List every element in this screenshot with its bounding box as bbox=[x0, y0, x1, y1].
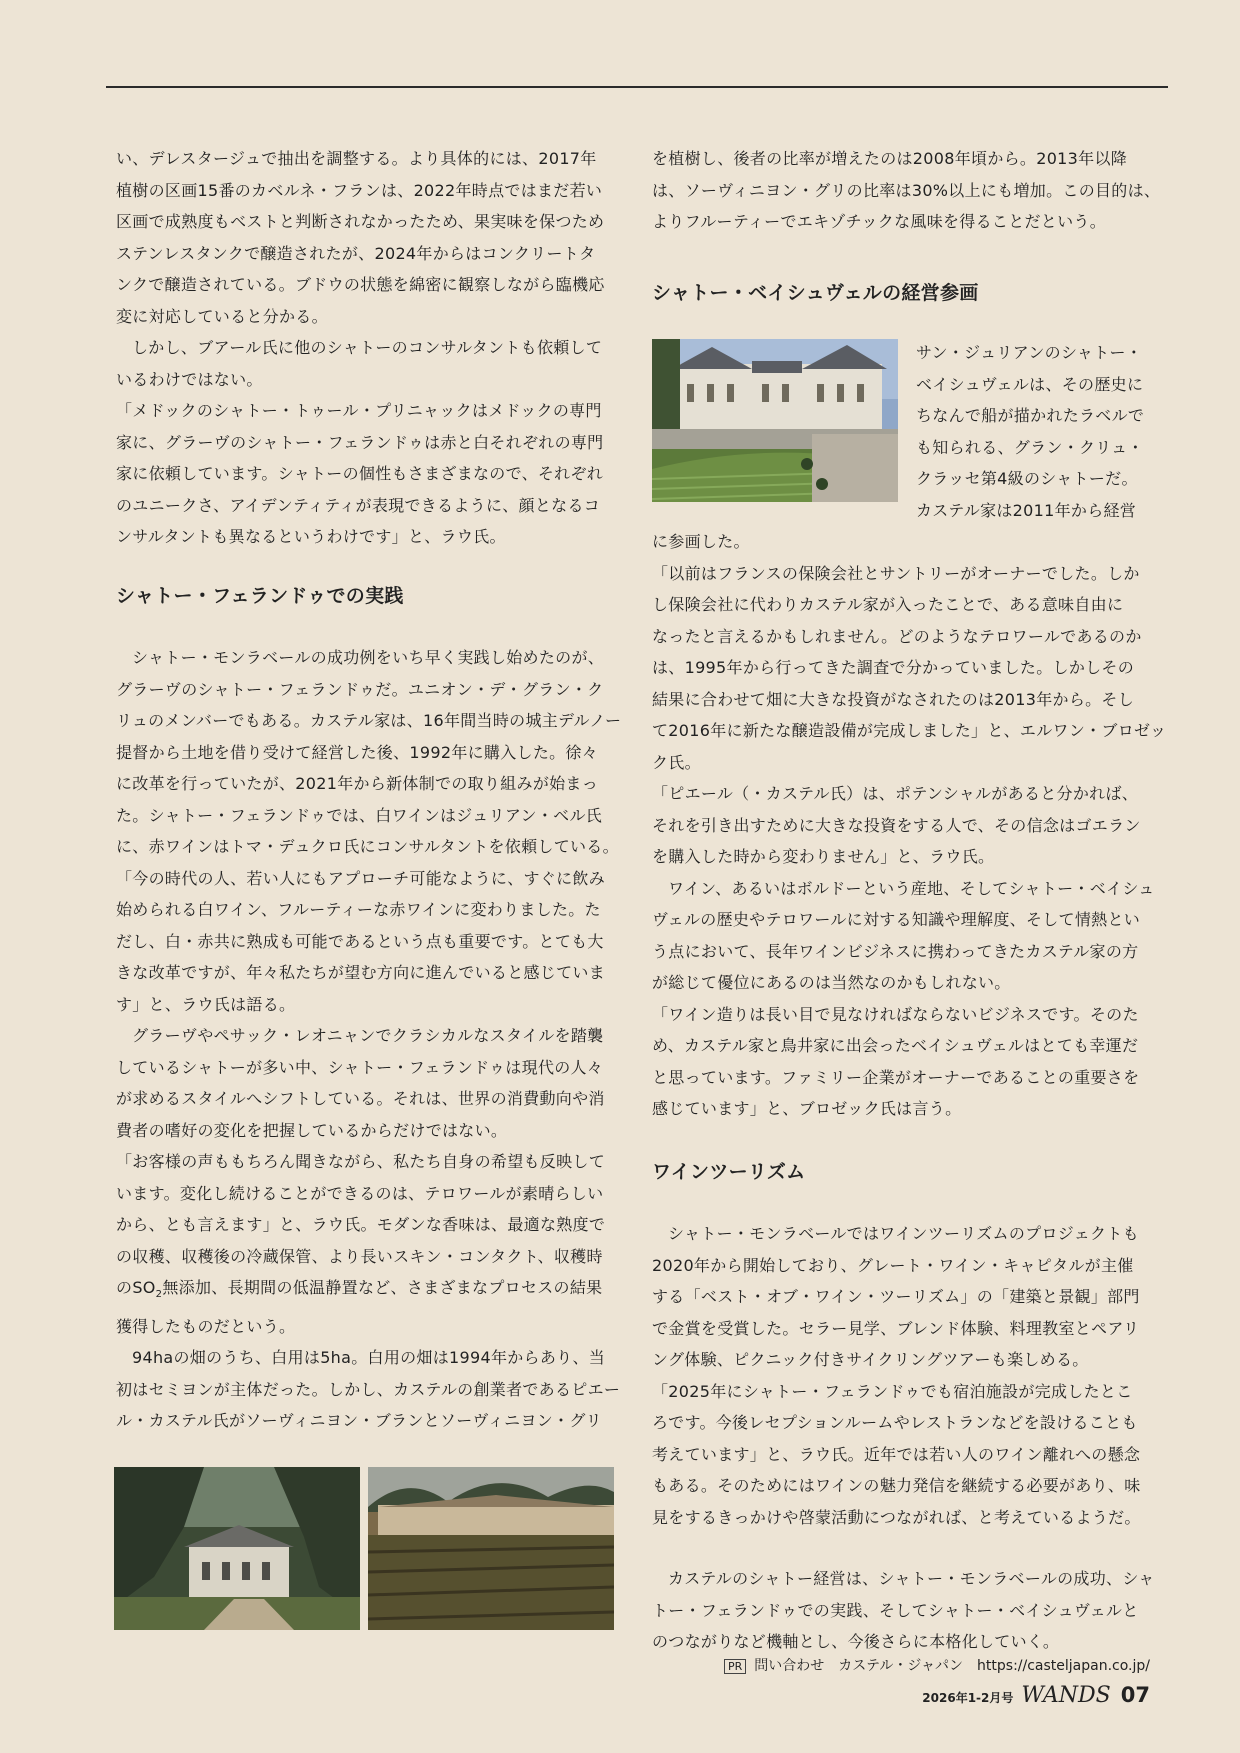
body-line: は、ソーヴィニヨン・グリの比率は30%以上にも増加。この目的は、 bbox=[652, 180, 1161, 200]
top-rule bbox=[106, 86, 1168, 88]
body-line: しているシャトーが多い中、シャトー・フェランドゥは現代の人々 bbox=[116, 1057, 604, 1077]
footer-pr-line bbox=[724, 1655, 1150, 1675]
quote-line: す」と、ラウ氏は語る。 bbox=[116, 994, 296, 1014]
body-line: 区画で成熟度もベストと判断されなかったため、果実味を保つため bbox=[116, 212, 605, 231]
so2-post: 無添加、長期間の低温静置など、さまざまなプロセスの結果 bbox=[162, 1278, 603, 1297]
quote-line: ンサルタントも異なるというわけです」と、ラウ氏。 bbox=[116, 527, 506, 546]
body-line: に改革を行っていたが、2021年から新体制での取り組みが始まっ bbox=[116, 774, 599, 793]
quote-line: は、1995年から行ってきた調査で分かっていました。しかしその bbox=[652, 658, 1135, 677]
issue-date: 2026年1-2月号 bbox=[922, 1691, 1014, 1705]
body-line: グラーヴのシャトー・フェランドゥだ。ユニオン・デ・グラン・ク bbox=[116, 679, 604, 699]
so2-subscript: 2 bbox=[155, 1289, 163, 1301]
body-line: ワイン、あるいはボルドーという産地、そしてシャトー・ベイシュ bbox=[668, 878, 1155, 898]
wrap-line: も知られる、グラン・クリュ・ bbox=[916, 437, 1144, 457]
body-line: に参画した。 bbox=[652, 532, 750, 551]
body-line: リュのメンバーでもある。カステル家は、16年間当時の城主デルノー bbox=[116, 711, 622, 730]
body-line: 変に対応していると分かる。 bbox=[116, 306, 328, 326]
quote-line: 家に、グラーヴのシャトー・フェランドゥは赤と白それぞれの専門 bbox=[116, 432, 604, 452]
left-column bbox=[116, 143, 626, 1437]
wrap-line: ちなんで船が描かれたラベルで bbox=[916, 406, 1145, 425]
quote-line: もある。そのためにはワインの魅力発信を継続する必要があり、味 bbox=[652, 1476, 1141, 1495]
quote-line: ク氏。 bbox=[652, 752, 701, 772]
body-line: 94haの畑のうち、白用は5ha。白用の畑は1994年からあり、当 bbox=[132, 1348, 606, 1368]
quote-line: の収穫、収穫後の冷蔵保管、より長いスキン・コンタクト、収穫時 bbox=[116, 1246, 603, 1266]
quote-line: から、とも言えます」と、ラウ氏。モダンな香味は、最適な熟度で bbox=[116, 1215, 606, 1234]
body-line: 植樹の区画15番のカベルネ・フランは、2022年時点ではまだ若い bbox=[116, 180, 603, 200]
quote-line: 始められる白ワイン、フルーティーな赤ワインに変わりました。た bbox=[116, 900, 601, 919]
body-line: 提督から土地を借り受けて経営した後、1992年に購入した。徐々 bbox=[116, 742, 599, 762]
quote-line: て2016年に新たな醸造設備が完成しました」と、エルワン・ブロゼッ bbox=[652, 721, 1167, 740]
body-line: ンクで醸造されている。ブドウの状態を綿密に観察しながら臨機応 bbox=[116, 275, 605, 294]
so2-label: SO bbox=[132, 1278, 156, 1297]
quote-line: だし、白・赤共に熟成も可能であるという点も重要です。とても大 bbox=[116, 931, 604, 951]
quote-line: います。変化し続けることができるのは、テロワールが素晴らしい bbox=[116, 1183, 604, 1203]
body-line: カステルのシャトー経営は、シャトー・モンラベールの成功、シャ bbox=[668, 1569, 1155, 1588]
so2-pre: の bbox=[116, 1278, 133, 1297]
quote-line: 「今の時代の人、若い人にもアプローチ可能なように、すぐに飲み bbox=[116, 868, 606, 888]
wrap-line: カステル家は2011年から経営 bbox=[916, 500, 1137, 520]
body-line: ング体験、ピクニック付きサイクリングツアーも楽しめる。 bbox=[652, 1350, 1089, 1369]
body-line: に、赤ワインはトマ・デュクロ氏にコンサルタントを依頼している。 bbox=[116, 837, 619, 856]
inquiry-text: 問い合わせ カステル・ジャパン https://casteljapan.co.jp/ bbox=[754, 1658, 1150, 1674]
quote-line: と思っています。ファミリー企業がオーナーであることの重要さを bbox=[652, 1067, 1140, 1087]
body-line: ル・カステル氏がソーヴィニヨン・ブランとソーヴィニヨン・グリ bbox=[116, 1411, 602, 1431]
body-line: シャトー・モンラベールの成功例をいち早く実践し始めたのが、 bbox=[132, 648, 605, 667]
quote-line: 家に依頼しています。シャトーの個性もさまざまなので、それぞれ bbox=[116, 464, 604, 483]
quote-line: を購入した時から変わりません」と、ラウ氏。 bbox=[652, 847, 995, 866]
body-line: う点において、長年ワインビジネスに携わってきたカステル家の方 bbox=[652, 941, 1139, 961]
wrap-line: サン・ジュリアンのシャトー・ bbox=[916, 343, 1143, 362]
quote-line: 結果に合わせて畑に大きな投資がなされたのは2013年から。そし bbox=[652, 689, 1135, 709]
photo-chateau-white-house bbox=[114, 1467, 360, 1630]
body-line: ステンレスタンクで醸造されたが、2024年からはコンクリートタ bbox=[116, 243, 596, 263]
body-line: しかし、ブアール氏に他のシャトーのコンサルタントも依頼して bbox=[132, 338, 603, 357]
quote-line: 「お客様の声ももちろん聞きながら、私たち自身の希望も反映して bbox=[116, 1152, 606, 1171]
quote-line: 「メドックのシャトー・トゥール・プリニャックはメドックの専門 bbox=[116, 401, 602, 420]
quote-line: のユニークさ、アイデンティティが表現できるように、顔となるコ bbox=[116, 495, 601, 515]
pr-badge: PR bbox=[724, 1659, 746, 1674]
body-line: 初はセミヨンが主体だった。しかし、カステルの創業者であるピエー bbox=[116, 1379, 621, 1399]
body-line: 2020年から開始しており、グレート・ワイン・キャピタルが主催 bbox=[652, 1255, 1134, 1275]
footer-issue-line bbox=[922, 1683, 1150, 1708]
body-line: グラーヴやペサック・レオニャンでクラシカルなスタイルを踏襲 bbox=[132, 1026, 604, 1045]
page-number: 07 bbox=[1120, 1683, 1150, 1707]
body-line: 費者の嗜好の変化を把握しているからだけではない。 bbox=[116, 1120, 508, 1140]
quote-line: ろです。今後レセプションルームやレストランなどを設けることも bbox=[652, 1413, 1138, 1432]
section-heading-beychevelle: シャトー・ベイシュヴェルの経営参画 bbox=[652, 281, 979, 304]
body-line: で金賞を受賞した。セラー見学、ブレンド体験、料理教室とペアリ bbox=[652, 1318, 1140, 1338]
body-line: が総じて優位にあるのは当然なのかもしれない。 bbox=[652, 973, 1011, 992]
quote-line: なったと言えるかもしれません。どのようなテロワールであるのか bbox=[652, 626, 1142, 646]
quote-line: 「ワイン造りは長い目で見なければならないビジネスです。そのた bbox=[652, 1004, 1139, 1024]
body-line: シャトー・モンラベールではワインツーリズムのプロジェクトも bbox=[668, 1224, 1139, 1243]
body-line: を植樹し、後者の比率が増えたのは2008年頃から。2013年以降 bbox=[652, 149, 1128, 168]
body-line: トー・フェランドゥでの実践、そしてシャトー・ベイシュヴェルと bbox=[652, 1600, 1139, 1620]
body-line: い、デレスタージュで抽出を調整する。より具体的には、2017年 bbox=[116, 149, 597, 168]
so2-line bbox=[116, 1272, 626, 1311]
photo-vineyard-cellar bbox=[368, 1467, 614, 1630]
quote-line: 考えています」と、ラウ氏。近年では若い人のワイン離れへの懸念 bbox=[652, 1444, 1141, 1464]
body-line: よりフルーティーでエキゾチックな風味を得ることだという。 bbox=[652, 212, 1107, 231]
body-line: する「ベスト・オブ・ワイン・ツーリズム」の「建築と景観」部門 bbox=[652, 1287, 1140, 1306]
section-heading-tourism: ワインツーリズム bbox=[652, 1160, 806, 1183]
body-line: のつながりなど機軸とし、今後さらに本格化していく。 bbox=[652, 1632, 1060, 1651]
quote-line: 見をするきっかけや啓蒙活動につながれば、と考えているようだ。 bbox=[652, 1507, 1141, 1527]
quote-line: 感じています」と、ブロゼック氏は言う。 bbox=[652, 1099, 962, 1118]
quote-line: それを引き出すために大きな投資をする人で、その信念はゴエラン bbox=[652, 815, 1141, 835]
body-line: いるわけではない。 bbox=[116, 369, 263, 389]
quote-line: きな改革ですが、年々私たちが望む方向に進んでいると感じていま bbox=[116, 963, 606, 982]
wrap-line: ベイシュヴェルは、その歴史に bbox=[916, 374, 1144, 394]
body-line: ヴェルの歴史やテロワールに対する知識や理解度、そして情熱とい bbox=[652, 910, 1141, 929]
body-line: 獲得したものだという。 bbox=[116, 1316, 296, 1336]
quote-line: 「ピエール（・カステル氏）は、ポテンシャルがあると分かれば、 bbox=[652, 784, 1139, 803]
body-line: が求めるスタイルへシフトしている。それは、世界の消費動向や消 bbox=[116, 1089, 605, 1108]
magazine-logo: WANDS bbox=[1021, 1683, 1111, 1708]
quote-line: 「2025年にシャトー・フェランドゥでも宿泊施設が完成したとこ bbox=[652, 1381, 1133, 1401]
quote-line: し保険会社に代わりカステル家が入ったことで、ある意味自由に bbox=[652, 595, 1124, 614]
wrap-line: クラッセ第4級のシャトーだ。 bbox=[916, 469, 1138, 488]
quote-line: 「以前はフランスの保険会社とサントリーがオーナーでした。しか bbox=[652, 563, 1140, 583]
section-heading-ferrande: シャトー・フェランドゥでの実践 bbox=[116, 584, 404, 607]
body-line: た。シャトー・フェランドゥでは、白ワインはジュリアン・ベル氏 bbox=[116, 805, 603, 825]
quote-line: め、カステル家と鳥井家に出会ったベイシュヴェルはとても幸運だ bbox=[652, 1036, 1139, 1055]
photo-chateau-beychevelle bbox=[652, 339, 898, 502]
